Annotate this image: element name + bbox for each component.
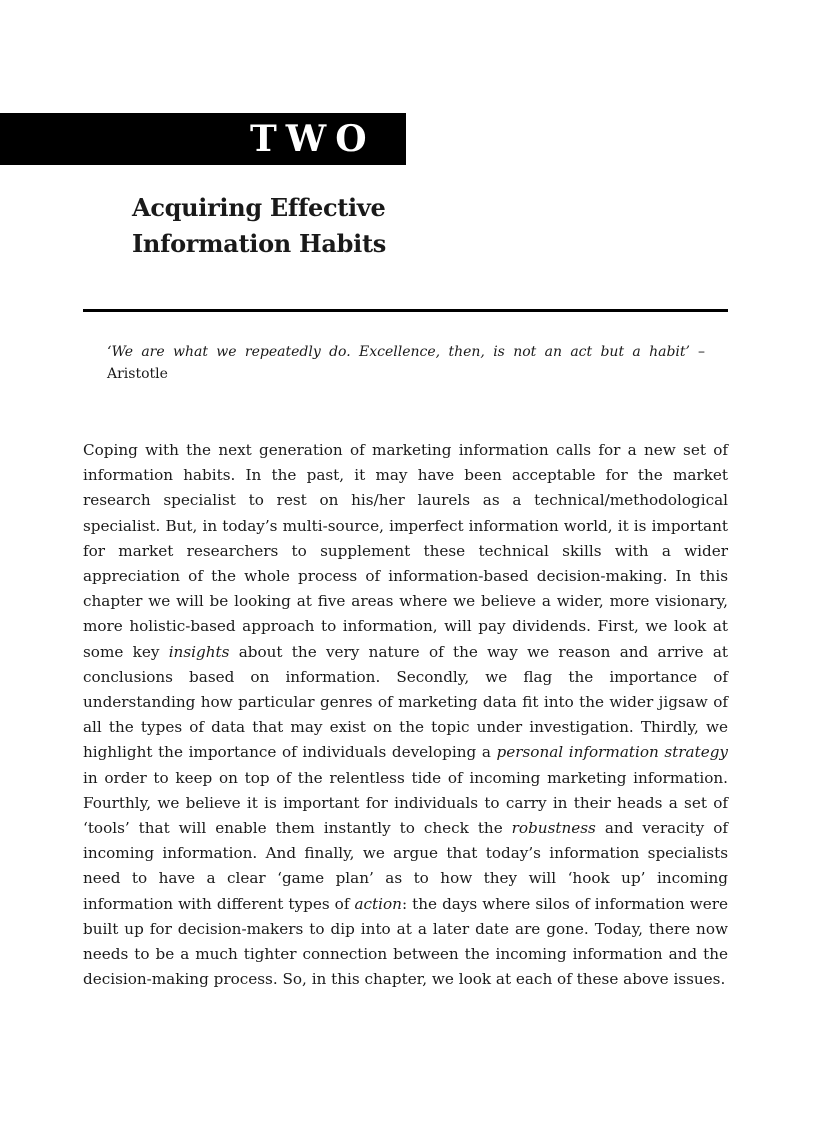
- epigraph-quote: ‘We are what we repeatedly do. Excellence, then, is not an act but a habit’: [107, 344, 690, 360]
- body-text-part-2: about the very nature of the way we reason and arrive at conclusions based on information. Secondly, we flag the importance of understanding how particular genres of marketing data fit into the wider jigsaw of all the types of data that may exist on the topic under investigation. Thirdly, we highlight the importance of individuals developing a: [83, 642, 729, 762]
- emphasis-personal-information-strategy: personal information strategy: [496, 743, 728, 762]
- body-text-part-3: in order to keep on top of the relentless tide of incoming marketing information. Fourthly, we believe it is important for individuals to carry in their heads a set of ‘tools’ that will enable them instantly to check the: [83, 768, 728, 838]
- chapter-number: TWO: [250, 118, 376, 160]
- section-divider: [83, 309, 728, 312]
- epigraph-author: Aristotle: [107, 366, 168, 382]
- emphasis-robustness: robustness: [511, 819, 596, 838]
- emphasis-action: action: [354, 894, 402, 913]
- body-paragraph: [83, 438, 728, 992]
- epigraph-dash: –: [698, 344, 705, 360]
- epigraph: [107, 341, 705, 385]
- chapter-title-line-1: Acquiring Effective: [132, 193, 386, 222]
- body-text-part-5: : the days where silos of information were built up for decision-makers to dip into at a later date are gone. Today, there now needs to be a much tighter connection between the incoming information and the decision-making process. So, in this chapter, we look at each of these above issues.: [83, 894, 728, 989]
- chapter-title: [132, 190, 432, 262]
- body-text-part-1: Coping with the next generation of marketing information calls for a new set of information habits. In the past, it may have been acceptable for the market research specialist to rest on his/her laurels as a technical/methodological specialist. But, in today’s multi-source, imperfect information world, it is important for market researchers to supplement these technical skills with a wider appreciation of the whole process of information-based decision-making. In this chapter we will be looking at five areas where we believe a wider, more visionary, more holistic-based approach to information, will pay dividends. First, we look at some key: [83, 441, 728, 661]
- chapter-title-line-2: Information Habits: [132, 229, 386, 258]
- body-text-part-4: and veracity of incoming information. And finally, we argue that today’s information specialists need to have a clear ‘game plan’ as to how they will ‘hook up’ incoming information with different types of: [83, 819, 728, 913]
- emphasis-insights: insights: [168, 642, 230, 661]
